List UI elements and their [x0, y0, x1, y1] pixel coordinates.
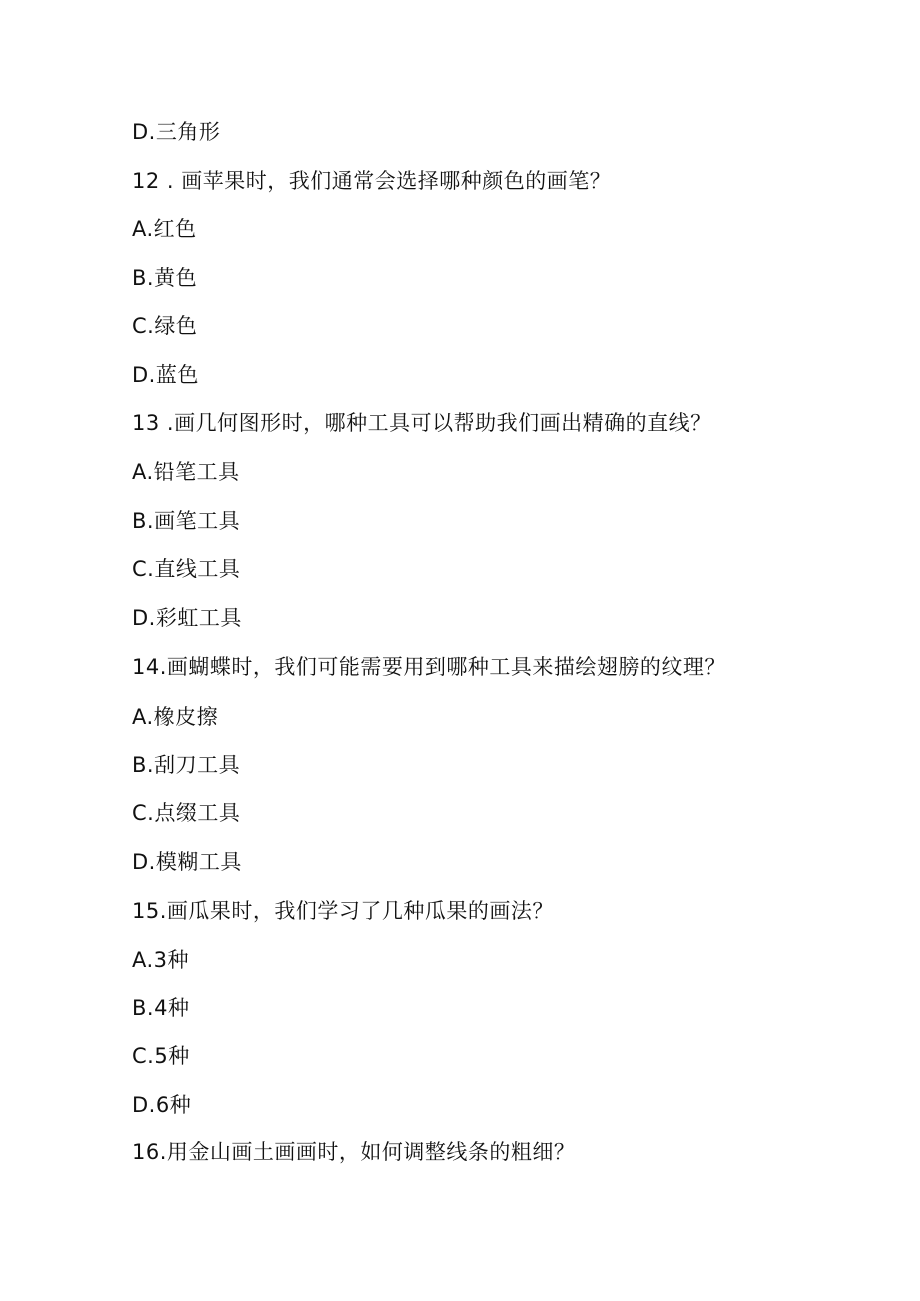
option-14-c: C.点缀工具: [132, 801, 241, 825]
option-15-c: C.5种: [132, 1044, 190, 1068]
option-14-a: A.橡皮擦: [132, 705, 219, 729]
option-12-d: D.蓝色: [132, 363, 199, 387]
question-16: 16.用金山画土画画时，如何调整线条的粗细？: [132, 1140, 576, 1164]
option-13-a: A.铅笔工具: [132, 460, 240, 484]
option-11-d: D.三角形: [132, 120, 221, 144]
question-12: 12 . 画苹果时，我们通常会选择哪种颜色的画笔？: [132, 169, 612, 193]
option-13-b: B.画笔工具: [132, 509, 241, 533]
option-15-a: A.3种: [132, 948, 190, 972]
option-14-b: B.刮刀工具: [132, 753, 241, 777]
question-15: 15.画瓜果时，我们学习了几种瓜果的画法？: [132, 899, 554, 923]
option-13-d: D.彩虹工具: [132, 606, 242, 630]
option-14-d: D.模糊工具: [132, 850, 242, 874]
option-15-d: D.6种: [132, 1093, 192, 1117]
option-12-b: B.黄色: [132, 266, 198, 290]
option-12-c: C.绿色: [132, 314, 198, 338]
option-13-c: C.直线工具: [132, 557, 241, 581]
question-14: 14.画蝴蝶时，我们可能需要用到哪种工具来描绘翅膀的纹理？: [132, 655, 726, 679]
question-13: 13 .画几何图形时，哪种工具可以帮助我们画出精确的直线？: [132, 411, 712, 435]
option-12-a: A.红色: [132, 217, 197, 241]
option-15-b: B.4种: [132, 996, 190, 1020]
